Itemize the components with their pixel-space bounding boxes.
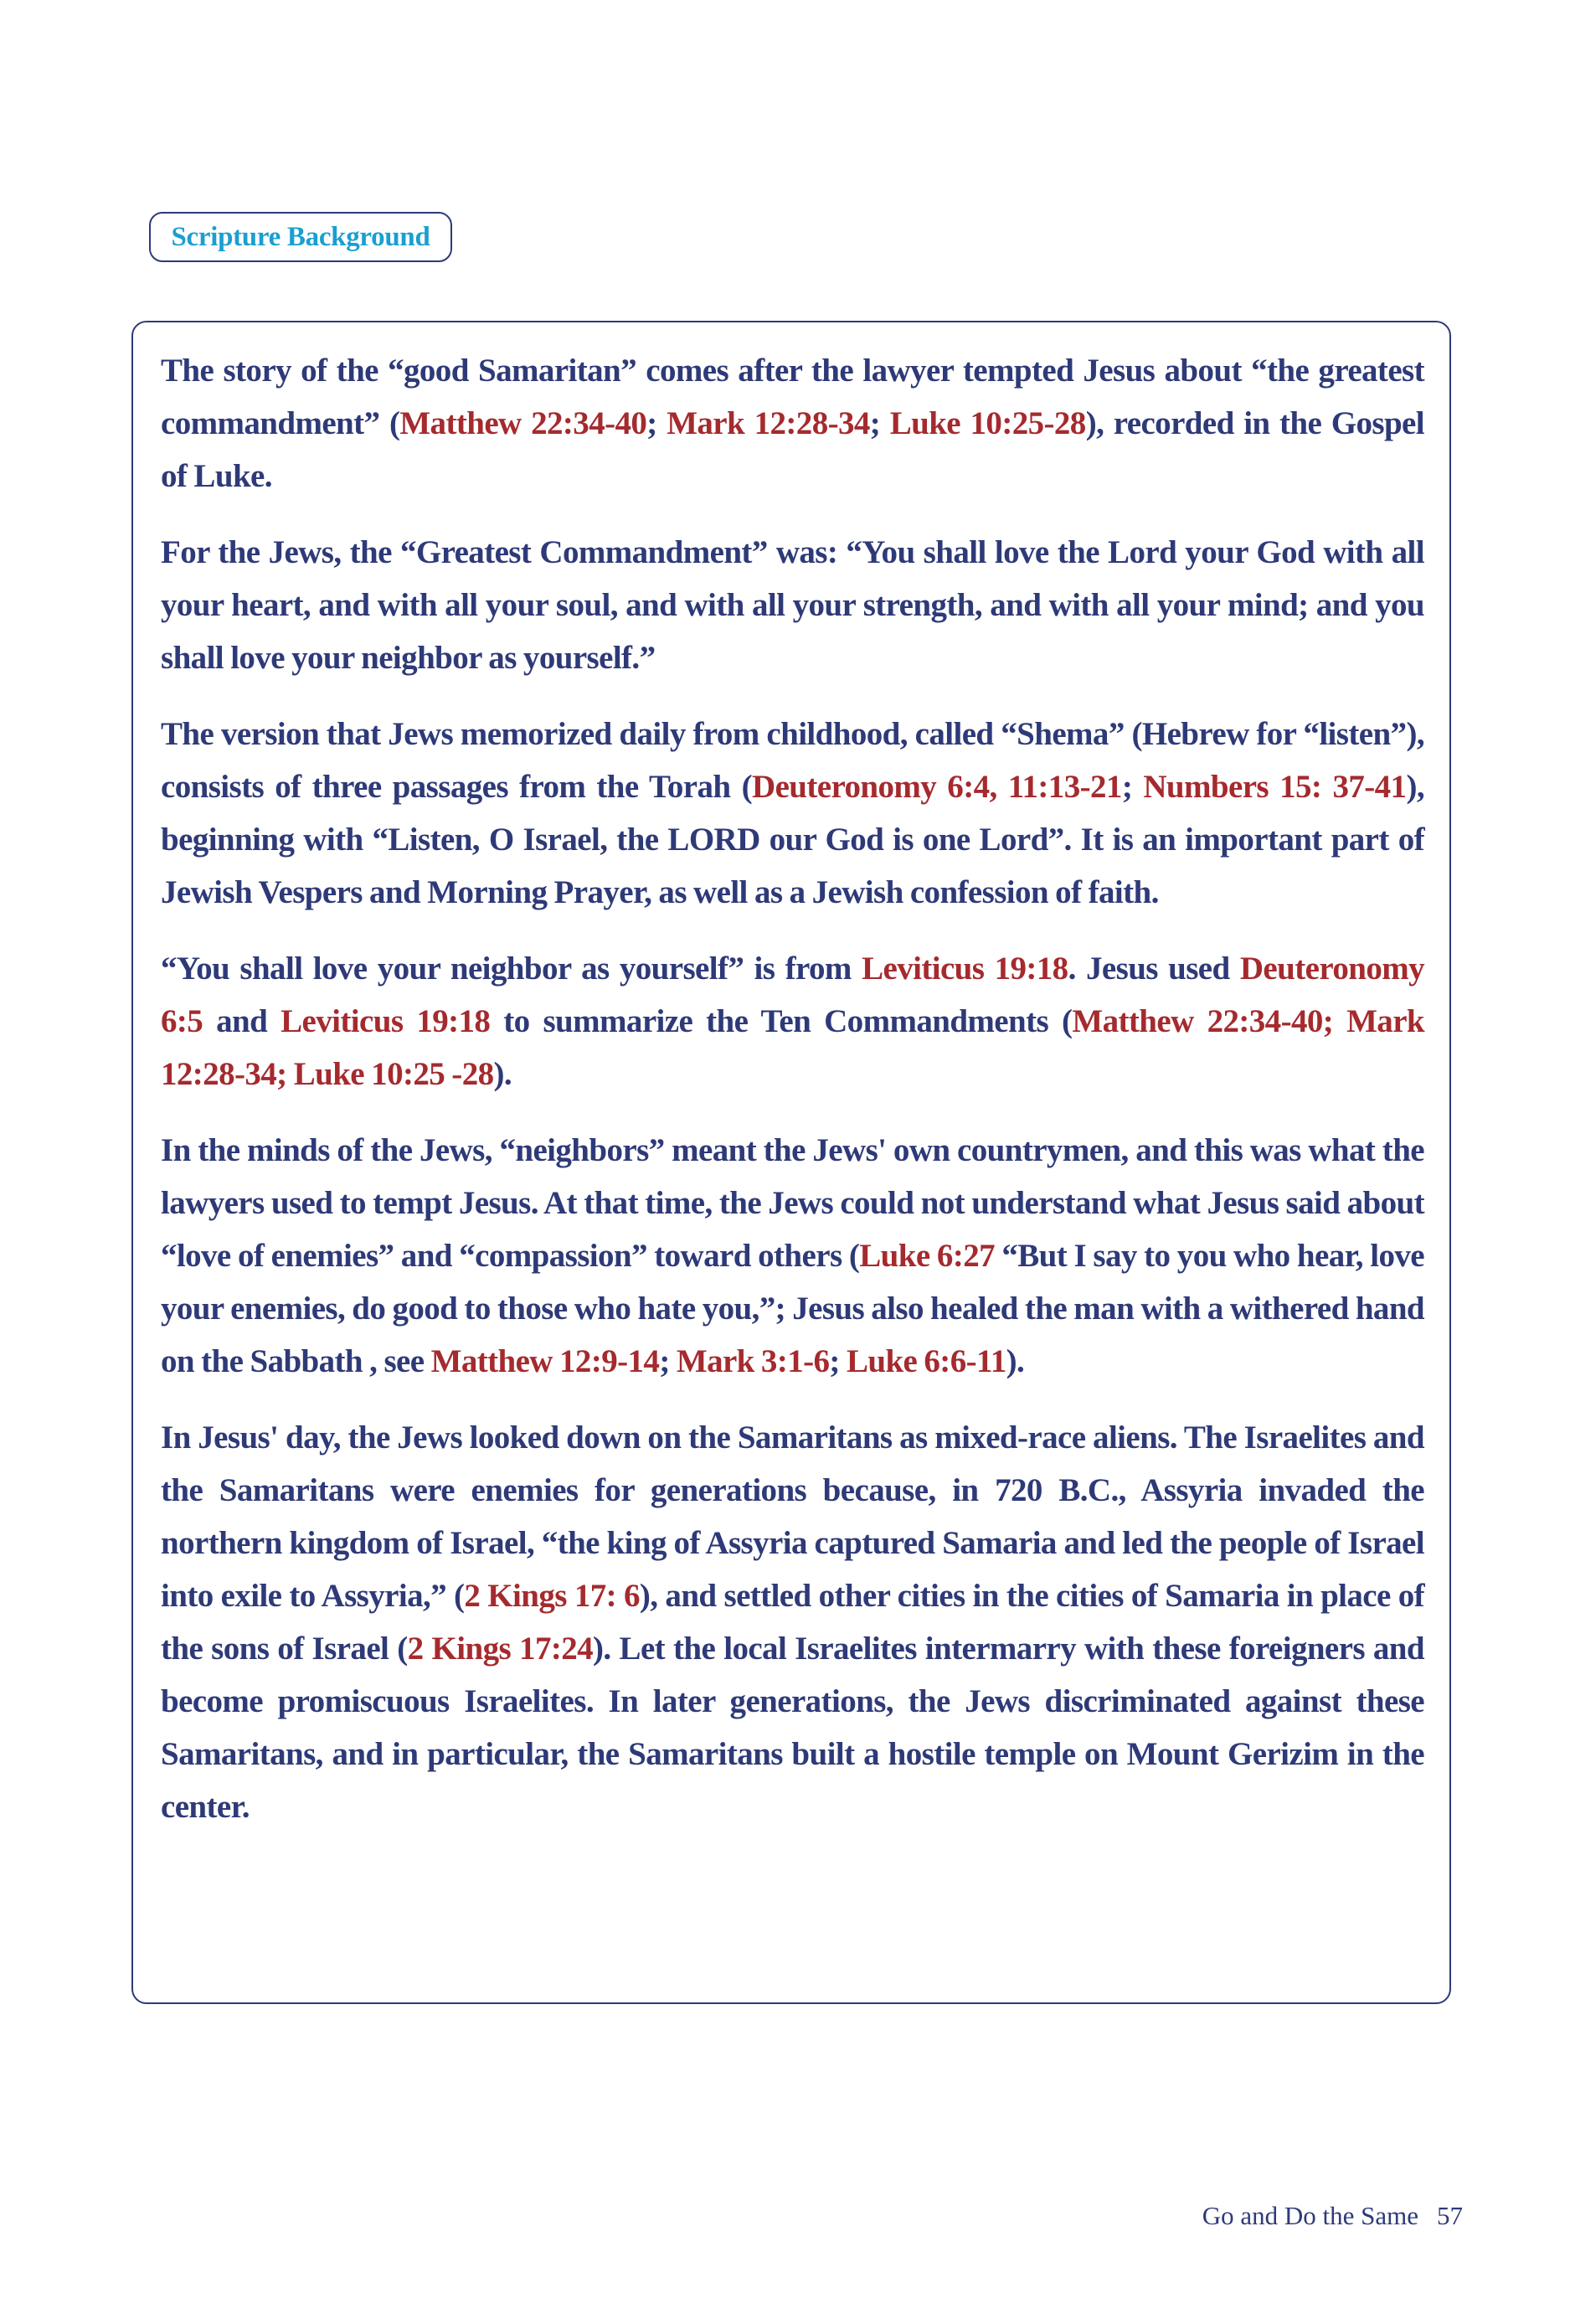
scripture-reference: Deuteronomy 6:4, 11:13-21 bbox=[752, 769, 1122, 805]
section-label-text: Scripture Background bbox=[171, 221, 430, 252]
scripture-reference: Luke 6:6-11 bbox=[846, 1343, 1006, 1379]
text-run: ). bbox=[493, 1056, 512, 1092]
text-run: to summarize the Ten Commandments ( bbox=[490, 1003, 1073, 1039]
scripture-reference: Matthew 12:9-14 bbox=[430, 1343, 660, 1379]
text-run: ; bbox=[829, 1343, 847, 1379]
scripture-reference: Numbers 15: 37-41 bbox=[1143, 769, 1407, 805]
scripture-reference: Leviticus 19:18 bbox=[862, 951, 1068, 987]
book-title: Go and Do the Same bbox=[1202, 2201, 1418, 2230]
scripture-reference: Matthew 22:34-40; Mark 12:28-34; Luke 10:25 -28 bbox=[161, 1003, 1424, 1092]
paragraph bbox=[161, 708, 1424, 919]
text-run: ; bbox=[659, 1343, 677, 1379]
text-run: ; bbox=[1121, 769, 1144, 805]
paragraph bbox=[161, 942, 1424, 1100]
text-run: and bbox=[203, 1003, 281, 1039]
page-number: 57 bbox=[1437, 2201, 1463, 2230]
paragraph bbox=[161, 526, 1424, 684]
text-run: ), recorded in the Gospel of Luke. bbox=[161, 405, 1424, 494]
scripture-reference: Mark 3:1-6 bbox=[676, 1343, 830, 1379]
text-run: The version that Jews memorized daily from childhood, called “Shema” (Hebrew for “listen”), consists of three passages from the Torah ( bbox=[161, 716, 1424, 805]
scripture-reference: Deuteronomy 6:5 bbox=[161, 951, 1425, 1039]
text-run: ). bbox=[1006, 1343, 1025, 1379]
scripture-reference: Leviticus 19:18 bbox=[281, 1003, 491, 1039]
text-run: ; bbox=[869, 405, 890, 441]
text-run: ; bbox=[646, 405, 667, 441]
text-run: “You shall love your neighbor as yourself” is from bbox=[161, 951, 862, 987]
text-run: . Jesus used bbox=[1068, 951, 1240, 987]
scripture-reference: Luke 6:27 bbox=[859, 1238, 996, 1274]
paragraph bbox=[161, 1411, 1424, 1833]
scripture-background-box bbox=[131, 321, 1451, 2004]
section-label bbox=[149, 212, 452, 262]
text-run: ), and settled other cities in the cities of Samaria in place of the sons of Israel ( bbox=[161, 1578, 1424, 1667]
page-footer bbox=[1202, 2201, 1463, 2231]
text-run: ), beginning with “Listen, O Israel, the LORD our God is one Lord”. It is an important part of Jewish Vespers and Morning Prayer, as well as a Jewish confession of faith. bbox=[161, 769, 1425, 910]
text-run: In the minds of the Jews, “neighbors” meant the Jews' own countrymen, and this was what the lawyers used to tempt Jesus. At that time, the Jews could not understand what Jesus said about “love of enemies” and “compassion” toward others ( bbox=[161, 1132, 1424, 1274]
scripture-reference: 2 Kings 17: 6 bbox=[464, 1578, 640, 1614]
text-run: For the Jews, the “Greatest Commandment” was: “You shall love the Lord your God with all your heart, and with all your soul, and with all your strength, and with all your mind; and you shall love your neighbor as yourself.” bbox=[161, 534, 1424, 676]
text-run: In Jesus' day, the Jews looked down on the Samaritans as mixed-race aliens. The Israelites and the Samaritans were enemies for generations because, in 720 B.C., Assyria invaded the northern kingdom of Israel, “the king of Assyria captured Samaria and led the people of Israel into exile to Assyria,” ( bbox=[161, 1420, 1424, 1614]
text-run: The story of the “good Samaritan” comes after the lawyer tempted Jesus about “the greatest commandment” ( bbox=[161, 353, 1424, 441]
text-run: “But I say to you who hear, love your enemies, do good to those who hate you,”; Jesus also healed the man with a withered hand on the Sabbath , see bbox=[161, 1238, 1425, 1379]
scripture-reference: Mark 12:28-34 bbox=[667, 405, 870, 441]
paragraph bbox=[161, 1124, 1424, 1388]
scripture-reference: Matthew 22:34-40 bbox=[399, 405, 647, 441]
paragraph bbox=[161, 344, 1424, 502]
scripture-reference: 2 Kings 17:24 bbox=[407, 1631, 594, 1667]
scripture-reference: Luke 10:25-28 bbox=[889, 405, 1086, 441]
text-run: ). Let the local Israelites intermarry with these foreigners and become promiscuous Israelites. In later generations, the Jews discriminated against these Samaritans, and in particular, the Samaritans built a hostile temple on Mount Gerizim in the center. bbox=[161, 1631, 1424, 1825]
